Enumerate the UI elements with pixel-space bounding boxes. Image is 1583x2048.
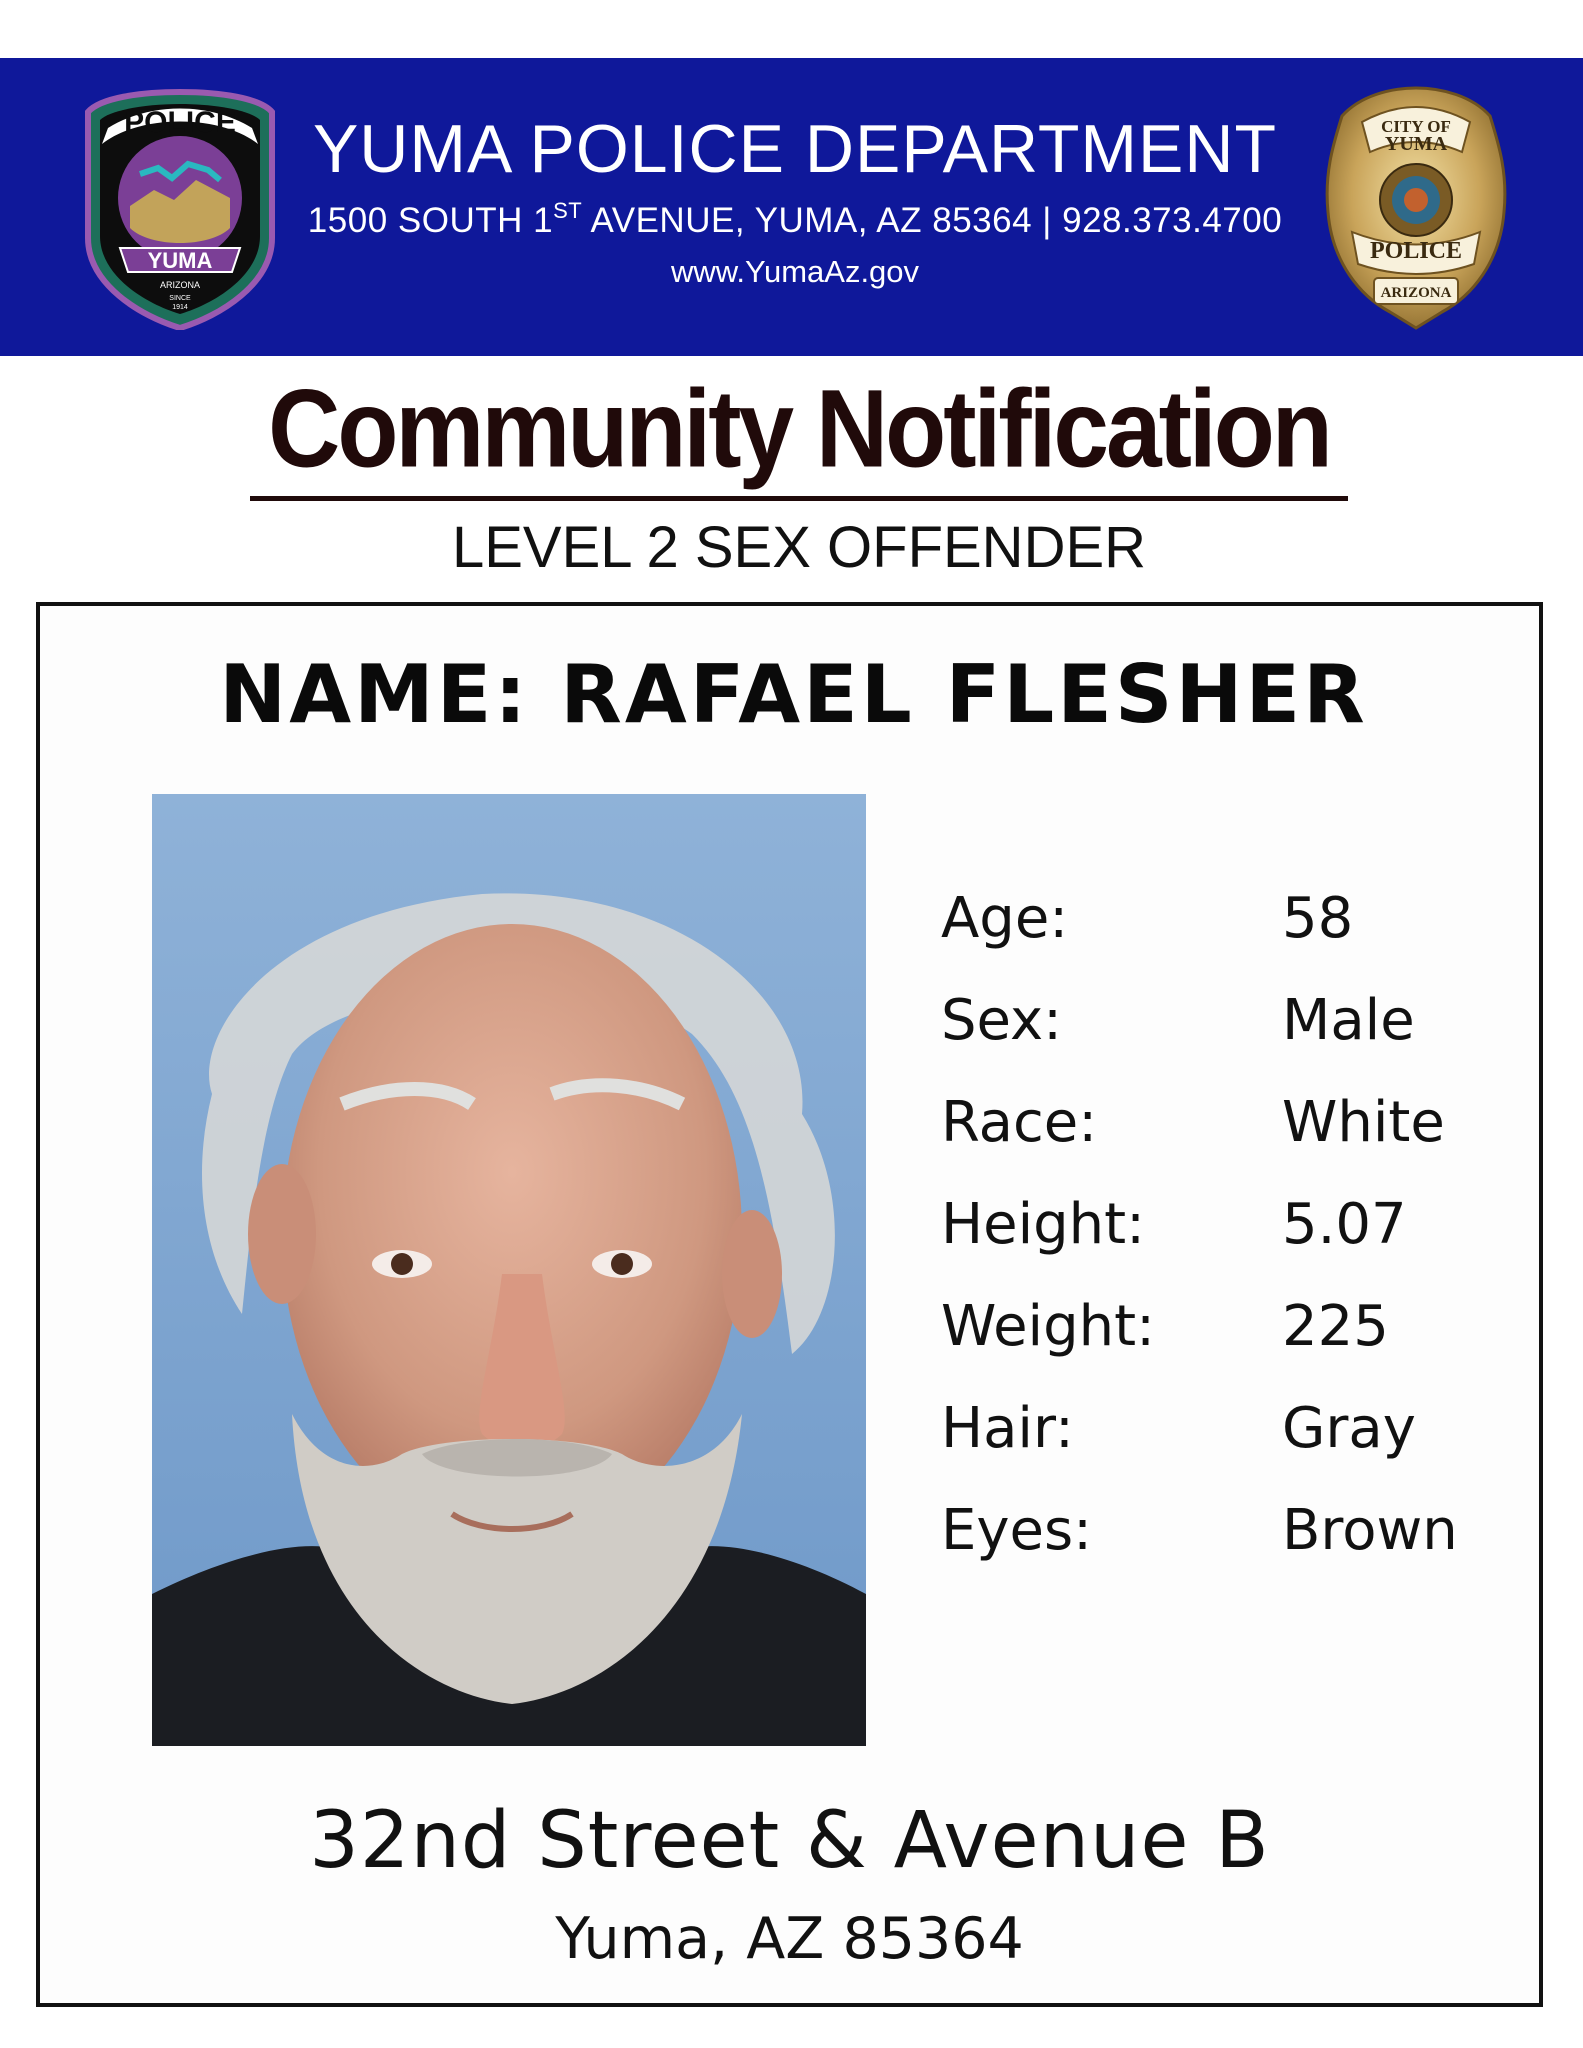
address-superscript: ST <box>553 198 583 223</box>
department-name: YUMA POLICE DEPARTMENT <box>312 111 1278 187</box>
detail-label: Hair: <box>941 1396 1074 1461</box>
detail-row-eyes <box>941 1498 1501 1578</box>
detail-label: Sex: <box>941 988 1063 1053</box>
patch-top-text: POLICE <box>124 106 236 139</box>
address-prefix: 1500 SOUTH 1 <box>307 201 554 240</box>
detail-value: White <box>1282 1090 1445 1155</box>
detail-value: Gray <box>1282 1396 1416 1461</box>
detail-row-sex <box>941 988 1501 1068</box>
detail-value: 225 <box>1282 1294 1389 1359</box>
badge-line2: YUMA <box>1384 133 1448 155</box>
detail-row-race <box>941 1090 1501 1170</box>
patch-state-text: ARIZONA <box>159 280 201 290</box>
address-suffix: AVENUE, YUMA, AZ 85364 | 928.373.4700 <box>582 201 1283 240</box>
detail-value: 5.07 <box>1282 1192 1407 1257</box>
badge-line1: CITY OF <box>1381 117 1451 136</box>
badge-line3: POLICE <box>1369 238 1463 264</box>
patch-since-text: SINCE <box>169 295 191 302</box>
location-city: Yuma, AZ 85364 <box>555 1906 1024 1972</box>
detail-row-hair <box>941 1396 1501 1476</box>
department-banner <box>0 58 1583 356</box>
detail-label: Race: <box>941 1090 1098 1155</box>
detail-label: Height: <box>941 1192 1145 1257</box>
department-address <box>290 198 1300 241</box>
offender-photo <box>152 794 866 1746</box>
detail-label: Age: <box>941 886 1069 951</box>
police-badge-logo <box>1322 82 1510 332</box>
patch-year-text: 1914 <box>172 304 188 311</box>
offender-card <box>36 602 1543 2007</box>
detail-row-height <box>941 1192 1501 1272</box>
detail-value: Brown <box>1282 1498 1458 1563</box>
location-street: 32nd Street & Avenue B <box>309 1796 1270 1886</box>
patch-banner-text: YUMA <box>147 248 213 273</box>
title-underline <box>250 496 1348 501</box>
police-patch-logo <box>80 88 280 330</box>
detail-label: Weight: <box>941 1294 1155 1359</box>
detail-row-age <box>941 886 1501 966</box>
detail-row-weight <box>941 1294 1501 1374</box>
detail-value: 58 <box>1282 886 1354 951</box>
offender-name: NAME: RAFAEL FLESHER <box>219 648 1368 741</box>
badge-line4: ARIZONA <box>1380 285 1452 301</box>
department-website: www.YumaAz.gov <box>670 254 920 289</box>
notice-title: Community Notification <box>268 367 1330 491</box>
notice-subtitle: LEVEL 2 SEX OFFENDER <box>451 515 1147 580</box>
detail-value: Male <box>1282 988 1415 1053</box>
detail-label: Eyes: <box>941 1498 1093 1563</box>
